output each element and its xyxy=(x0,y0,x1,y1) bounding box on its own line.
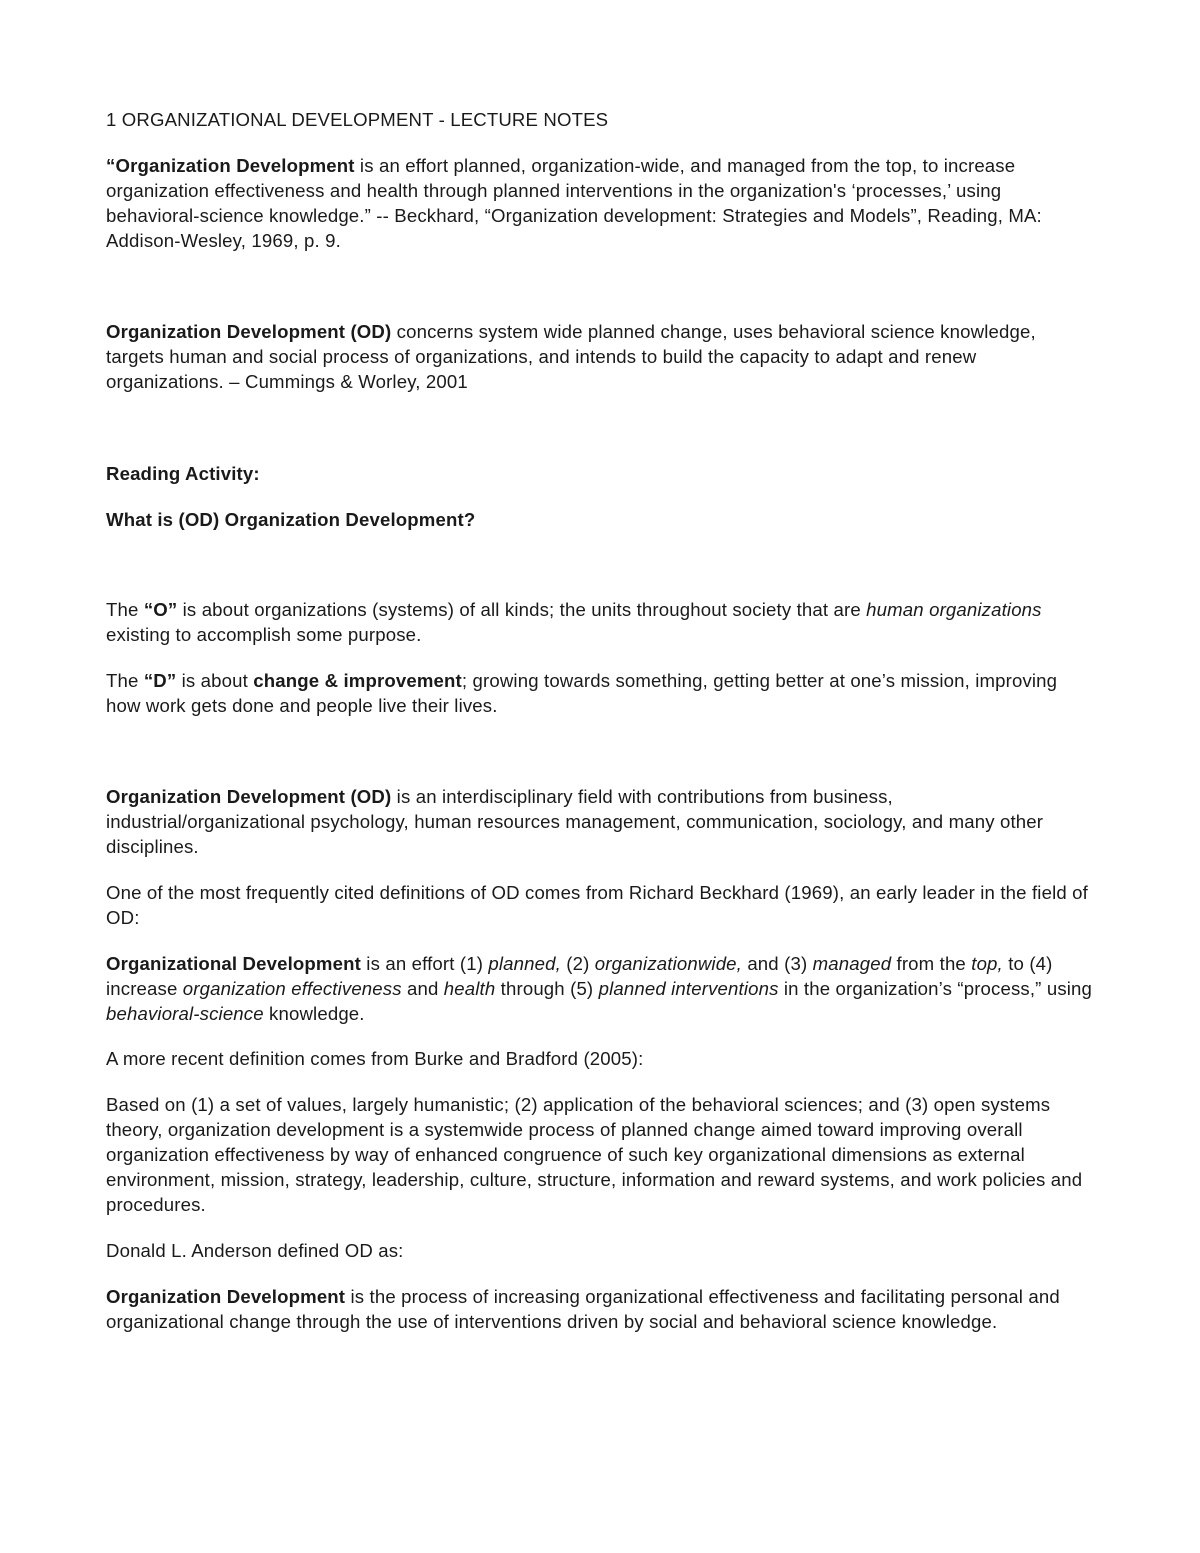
paragraph-text: is the process of increasing organizational effectiveness and facilitating personal and organizational change through the use of interventions driven by social and behavioral science knowledge. xyxy=(106,1286,1060,1332)
beckhard-quote-paragraph xyxy=(106,153,1096,253)
reading-activity-heading: Reading Activity: xyxy=(106,463,260,484)
term-organization-development: Organization Development xyxy=(115,155,355,176)
anderson-intro-paragraph: Donald L. Anderson defined OD as: xyxy=(106,1240,404,1261)
o-letter: “O” xyxy=(143,599,178,620)
term-organization-development: Organization Development xyxy=(106,1286,346,1307)
d-paragraph: The “D” is about change & improvement; growing towards something, getting better at one’s mission, improving how work gets done and people live their lives. xyxy=(106,670,1058,716)
bold-change-improvement: change & improvement xyxy=(253,670,462,691)
d-letter: “D” xyxy=(143,670,177,691)
quote-open: “ xyxy=(106,155,116,176)
recent-definition-paragraph: A more recent definition comes from Burke and Bradford (2005): xyxy=(106,1048,644,1069)
burke-bradford-paragraph: Based on (1) a set of values, largely humanistic; (2) application of the behavioral sciences; and (3) open systems theory, organization development is a systemwide process of planned change aimed toward improving overall organization effectiveness by way of enhanced congruence of such key organizational dimensions as external environment, mission, strategy, leadership, culture, structure, information and reward systems, and work policies and procedures. xyxy=(106,1094,1083,1215)
term-organization-development-od: Organization Development (OD) xyxy=(106,321,392,342)
term-organizational-development: Organizational Development xyxy=(106,953,361,974)
anderson-definition-paragraph xyxy=(106,1284,1096,1334)
beckhard-definition-paragraph: Organizational Development is an effort (1) planned, (2) organizationwide, and (3) managed from the top, to (4) increase organization effectiveness and health through (5) planned interventions in the organization’s “process,” using behavioral-science knowledge. xyxy=(106,953,1093,1024)
cited-definition-paragraph: One of the most frequently cited definitions of OD comes from Richard Beckhard (1969), an early leader in the field of OD: xyxy=(106,882,1088,928)
cummings-definition-paragraph xyxy=(106,319,1096,394)
question-heading: What is (OD) Organization Development? xyxy=(106,509,476,530)
paragraph-text: concerns system wide planned change, uses behavioral science knowledge, targets human and social process of organizations, and intends to build the capacity to adapt and renew organizations. – Cummings & Worley, 2001 xyxy=(106,321,1036,392)
paragraph-text: is an effort planned, organization-wide, and managed from the top, to increase organization effectiveness and health through planned interventions in the organization's ‘processes,’ using behavioral-science knowledge.” -- Beckhard, “Organization development: Strategies and Models”, Reading, MA: Addison-Wesley, 1969, p. 9. xyxy=(106,155,1042,251)
interdisciplinary-paragraph xyxy=(106,784,1096,859)
o-paragraph: The “O” is about organizations (systems) of all kinds; the units throughout society that are human organizations existing to accomplish some purpose. xyxy=(106,599,1042,645)
italic-human-organizations: human organizations xyxy=(866,599,1042,620)
paragraph-text: is an interdisciplinary field with contributions from business, industrial/organizational psychology, human resources management, communication, sociology, and many other disciplines. xyxy=(106,786,1044,857)
term-organization-development-od: Organization Development (OD) xyxy=(106,786,392,807)
document-heading: 1 ORGANIZATIONAL DEVELOPMENT - LECTURE NOTES xyxy=(106,109,609,130)
